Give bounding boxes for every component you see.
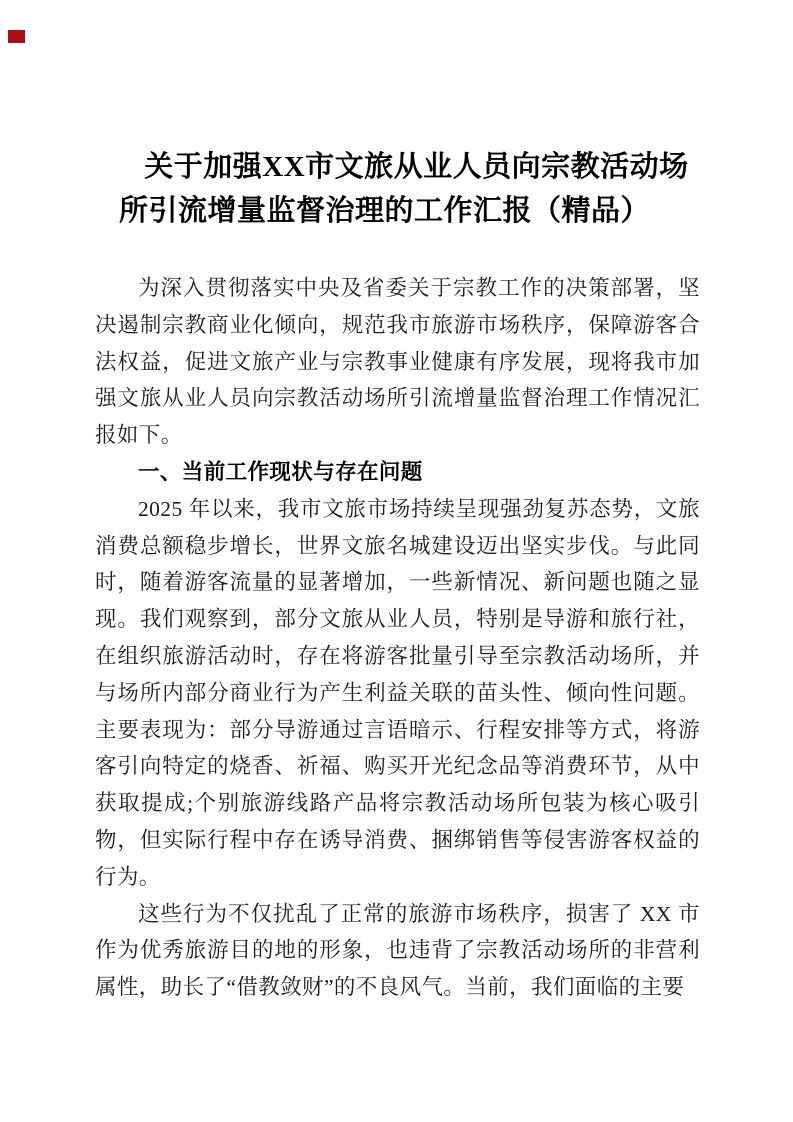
- paragraph-impact: 这些行为不仅扰乱了正常的旅游市场秩序，损害了 XX 市作为优秀旅游目的地的形象，也违背了宗教活动场所的非营利属性，助长了“借教敛财”的不良风气。当前，我们面临的主要: [95, 901, 700, 1000]
- document-body: [0, 270, 793, 1006]
- document-title-line-2: 所引流增量监督治理的工作汇报（精品）: [118, 195, 650, 227]
- document-title: [0, 145, 793, 233]
- red-corner-mark: [8, 30, 25, 43]
- document-title-line-1: 关于加强XX市文旅从业人员向宗教活动场: [144, 151, 689, 183]
- section-heading-1: 一、当前工作现状与存在问题: [138, 459, 423, 484]
- paragraph-current-status: 2025 年以来，我市文旅市场持续呈现强劲复苏态势，文旅消费总额稳步增长，世界文旅名城建设迈出坚实步伐。与此同时，随着游客流量的显著增加，一些新情况、新问题也随之显现。我们观察到，部分文旅从业人员，特别是导游和旅行社，在组织旅游活动时，存在将游客批量引导至宗教活动场所，并与场所内部分商业行为产生利益关联的苗头性、倾向性问题。主要表现为：部分导游通过言语暗示、行程安排等方式，将游客引向特定的烧香、祈福、购买开光纪念品等消费环节，从中获取提成;个别旅游线路产品将宗教活动场所包装为核心吸引物，但实际行程中存在诱导消费、捆绑销售等侵害游客权益的行为。: [95, 496, 700, 889]
- paragraph-introduction: 为深入贯彻落实中央及省委关于宗教工作的决策部署，坚决遏制宗教商业化倾向，规范我市旅游市场秩序，保障游客合法权益，促进文旅产业与宗教事业健康有序发展，现将我市加强文旅从业人员向宗教活动场所引流增量监督治理工作情况汇报如下。: [95, 276, 700, 448]
